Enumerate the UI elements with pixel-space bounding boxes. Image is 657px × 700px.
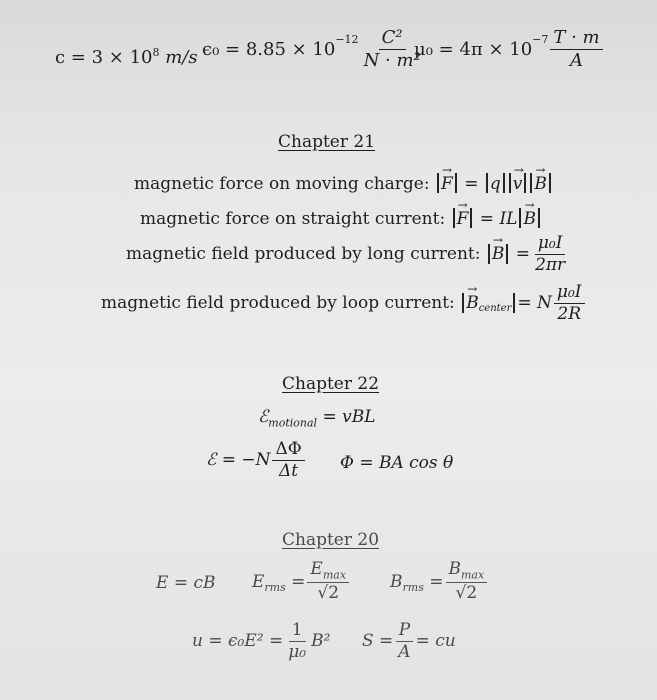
energy-density-fraction: $\frac{1}{\text{μ₀}}$: [288, 620, 307, 662]
permeability-unit-fraction: $\frac{T \cdot m}{A}$: [550, 28, 602, 71]
loop-current-formula: magnetic field produced by loop current: → B $_{center}$ = N $\frac{\text{μ₀I}}{2R}$: [101, 283, 587, 323]
e-equals-cb-formula: E = cB: [156, 573, 216, 593]
erms-formula: E $_{rms}$ = $\frac{E_{max}}{√2}$: [252, 560, 351, 603]
moving-charge-formula: magnetic force on moving charge: → F = q→ v→ B: [134, 173, 553, 194]
magnetic-flux-formula: Φ = BA cos θ: [340, 453, 454, 473]
energy-density-formula: u = ϵ₀E² = $\frac{1}{\text{μ₀}}$ B²: [192, 620, 331, 662]
loop-current-fraction: $\frac{\text{μ₀I}}{2R}$: [554, 283, 585, 323]
long-current-fraction: $\frac{\text{μ₀I}}{2\pi r}$: [535, 233, 566, 275]
erms-fraction: $\frac{E_{max}}{√2}$: [307, 560, 349, 603]
poynting-fraction: $\frac{P}{A}$: [395, 621, 413, 661]
motional-emf-formula: ℰ$_{motional}$ = vBL: [258, 407, 376, 430]
permittivity-unit-fraction: $\frac{\text{C²}}{\text{N · m²}}$: [363, 27, 421, 71]
poynting-formula: S = $\frac{P}{A}$ = cu: [362, 620, 456, 662]
permeability-constant: μ₀ = 4π × 10 $^{-7}$ $\frac{T \cdot m}{A}$: [414, 28, 605, 71]
brms-fraction: $\frac{B_{max}}{√2}$: [446, 560, 488, 603]
chapter-21-heading: Chapter 21: [278, 132, 376, 152]
faraday-law-formula: ℰ = −N $\frac{\Delta\Phi}{\Delta t}$: [206, 440, 307, 480]
brms-formula: B $_{rms}$ = $\frac{B_{max}}{√2}$: [390, 560, 489, 603]
chapter-20-heading: Chapter 20: [282, 530, 380, 550]
speed-of-light-constant: $c = 3 \times 10^8$ m/s: [55, 46, 198, 68]
straight-current-formula: magnetic force on straight current: → F = IL→ B: [140, 208, 542, 229]
permittivity-constant: ϵ₀ = 8.85 × 10 $^{-12}$ $\frac{\text{C²}}{\text{N · m²}}$: [202, 28, 426, 71]
long-current-formula: magnetic field produced by long current: → B = $\frac{\text{μ₀I}}{2\pi r}$: [126, 234, 570, 274]
faraday-fraction: $\frac{\Delta\Phi}{\Delta t}$: [272, 440, 304, 480]
chapter-22-heading: Chapter 22: [282, 374, 380, 394]
